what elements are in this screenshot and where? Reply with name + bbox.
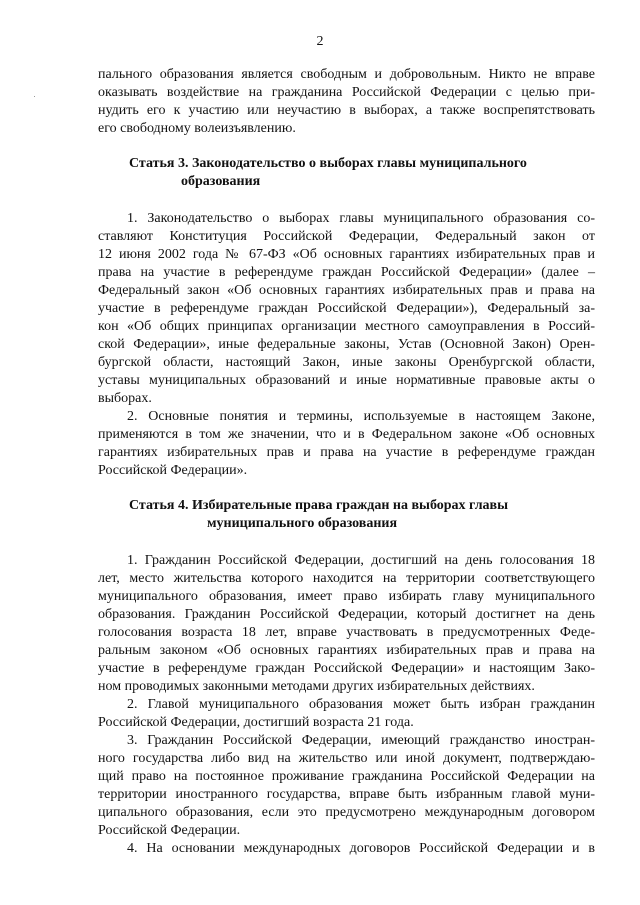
text-line: ном проводимых законными методами других избирательных действиях. [98,679,535,694]
scan-speck [34,96,35,97]
article-4-heading: Статья 4. Избирательные права граждан на выборах главы [129,498,509,513]
text-line: 1. Гражданин Российской Федерации, достигший на день голосования 18 [127,553,595,568]
text-line: применяются в том же значении, что и в Федеральном законе «Об основных [98,427,595,442]
text-line: 1. Законодательство о выборах главы муниципального образования со- [127,211,595,226]
article-4-heading-cont: муниципального образования [207,516,398,531]
text-line: ставляют Конституция Российской Федерации, Федеральный закон от [98,229,595,244]
text-line: Федеральный закон «Об основных гарантиях избирательных прав и права на [98,283,595,298]
text-line: 2. Главой муниципального образования может быть избран гражданин [127,697,595,712]
text-line: территории иностранного государства, вправе быть избранным главой муни- [98,787,595,802]
text-line: гарантиях избирательных прав и права на участие в референдуме граждан [98,445,595,460]
text-line: пального образования является свободным и добровольным. Никто не вправе [98,67,595,82]
text-line: лет, место жительства которого находится на территории соответствующего [98,571,595,586]
text-line: голосования возраста 18 лет, вправе участвовать в предусмотренных Феде- [98,625,595,640]
text-line: участие в референдуме граждан Российской Федерации»), Федеральный за- [98,301,595,316]
text-line: 4. На основании международных договоров Российской Федерации и в [127,841,595,856]
text-line: его свободному волеизъявлению. [98,121,296,136]
text-line: муниципального образования, имеет право избирать главу муниципального [98,589,595,604]
text-line: ральным законом «Об основных гарантиях избирательных прав и права на [98,643,595,658]
text-line: 3. Гражданин Российской Федерации, имеющий гражданство иностран- [127,733,595,748]
text-line: ципального образования, если это предусмотрено международным договором [98,805,595,820]
text-line: права на участие в референдуме граждан Российской Федерации» (далее – [98,265,595,280]
article-3-heading-cont: образования [181,174,261,189]
text-line: нудить его к участию или неучастию в выборах, а также воспрепятствовать [98,103,595,118]
text-line: оказывать воздействие на гражданина Российской Федерации с целью при- [98,85,595,100]
text-line: Российской Федерации». [98,463,248,478]
text-line: выборах. [98,391,152,406]
text-line: участие в референдуме граждан Российской Федерации» и настоящим Зако- [98,661,595,676]
text-line: бургской области, настоящий Закон, иные законы Оренбургской области, [98,355,595,370]
text-line: уставы муниципальных образований и иные нормативные правовые акты о [98,373,595,388]
page-number: 2 [316,34,324,49]
text-line: Российской Федерации, достигший возраста 21 года. [98,715,414,730]
text-line: ного государства либо вид на жительство или иной документ, подтверждаю- [98,751,595,766]
text-line: кон «Об общих принципах организации местного самоуправления в Россий- [98,319,595,334]
text-line: образования. Гражданин Российской Федерации, который достигнет на день [98,607,595,622]
article-3-heading: Статья 3. Законодательство о выборах главы муниципального [129,156,527,171]
text-line: Российской Федерации. [98,823,241,838]
text-line: щий право на постоянное проживание гражданина Российской Федерации на [98,769,595,784]
text-line: 12 июня 2002 года № 67-ФЗ «Об основных гарантиях избирательных прав и [98,247,595,262]
text-line: 2. Основные понятия и термины, используемые в настоящем Законе, [127,409,595,424]
text-line: ской Федерации», иные федеральные законы, Устав (Основной Закон) Орен- [98,337,595,352]
